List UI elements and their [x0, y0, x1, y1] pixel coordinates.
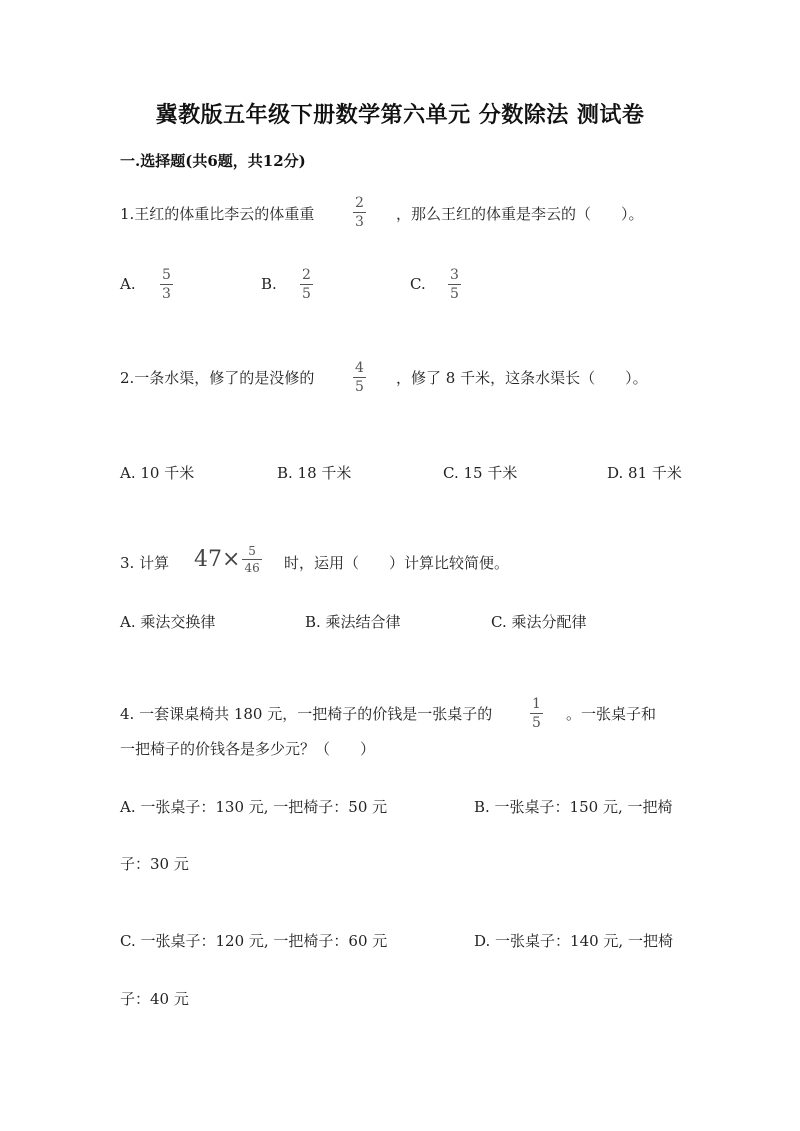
option-1b-fraction — [300, 268, 313, 301]
option-1a-label: A. — [120, 275, 136, 293]
fraction-denominator: 3 — [162, 286, 171, 302]
option-1c-fraction — [448, 268, 461, 301]
question-4-text-after: 。一张桌子和 — [566, 705, 657, 723]
question-4-text-before: 4. 一套课桌椅共 180 元，一把椅子的价钱是一张桌子的 — [120, 705, 493, 723]
fraction-denominator: 5 — [355, 379, 364, 395]
option-4d-continued: 子：40 元 — [120, 990, 189, 1008]
option-1c-label: C. — [410, 275, 426, 293]
fraction-denominator: 5 — [532, 715, 541, 731]
fraction-numerator: 2 — [302, 267, 311, 283]
fraction-numerator: 4 — [355, 360, 364, 376]
page-title: 冀教版五年级下册数学第六单元 分数除法 测试卷 — [155, 102, 645, 128]
fraction-denominator: 3 — [355, 214, 364, 230]
question-2-text-before: 2.一条水渠，修了的是没修的 — [120, 369, 315, 387]
option-1b-label: B. — [261, 275, 277, 293]
fraction-numerator: 3 — [450, 267, 459, 283]
option-4c: C. 一张桌子：120 元, 一把椅子：60 元 — [120, 932, 388, 950]
question-1-text-before: 1.王红的体重比李云的体重重 — [120, 205, 315, 223]
option-3c: C. 乘法分配律 — [491, 613, 587, 631]
section-heading: 一.选择题(共6题，共12分) — [120, 152, 306, 170]
fraction-numerator: 1 — [532, 696, 541, 712]
fraction-numerator: 2 — [355, 195, 364, 211]
option-3a: A. 乘法交换律 — [120, 613, 216, 631]
question-1-text-after: ，那么王红的体重是李云的（ ）。 — [396, 205, 644, 223]
fraction-denominator: 5 — [450, 286, 459, 302]
fraction-numerator: 5 — [248, 544, 256, 558]
option-2c: C. 15 千米 — [443, 464, 518, 482]
option-2b: B. 18 千米 — [277, 464, 352, 482]
question-4-text-line2: 一把椅子的价钱各是多少元？（ ） — [120, 740, 376, 758]
option-4d: D. 一张桌子：140 元, 一把椅 — [474, 932, 673, 950]
question-2-text-after: ，修了 8 千米，这条水渠长（ ）。 — [396, 369, 648, 387]
question-4-fraction — [530, 697, 543, 730]
question-3-expression — [194, 545, 262, 574]
option-4b: B. 一张桌子：150 元, 一把椅 — [474, 798, 673, 816]
question-3-text-before: 3. 计算 — [120, 554, 170, 572]
question-3-text-after: 时，运用（ ）计算比较简便。 — [284, 554, 510, 572]
question-1-fraction — [353, 196, 366, 229]
fraction-denominator: 5 — [302, 286, 311, 302]
question-2-fraction — [353, 361, 366, 394]
option-3b: B. 乘法结合律 — [305, 613, 401, 631]
fraction-denominator: 46 — [244, 561, 260, 575]
option-4a: A. 一张桌子：130 元, 一把椅子：50 元 — [120, 798, 388, 816]
expression-fraction — [242, 545, 261, 574]
fraction-numerator: 5 — [162, 267, 171, 283]
option-2a: A. 10 千米 — [120, 464, 195, 482]
expression-lead: 47× — [194, 547, 241, 572]
option-2d: D. 81 千米 — [607, 464, 682, 482]
option-1a-fraction — [160, 268, 173, 301]
option-4b-continued: 子：30 元 — [120, 855, 189, 873]
